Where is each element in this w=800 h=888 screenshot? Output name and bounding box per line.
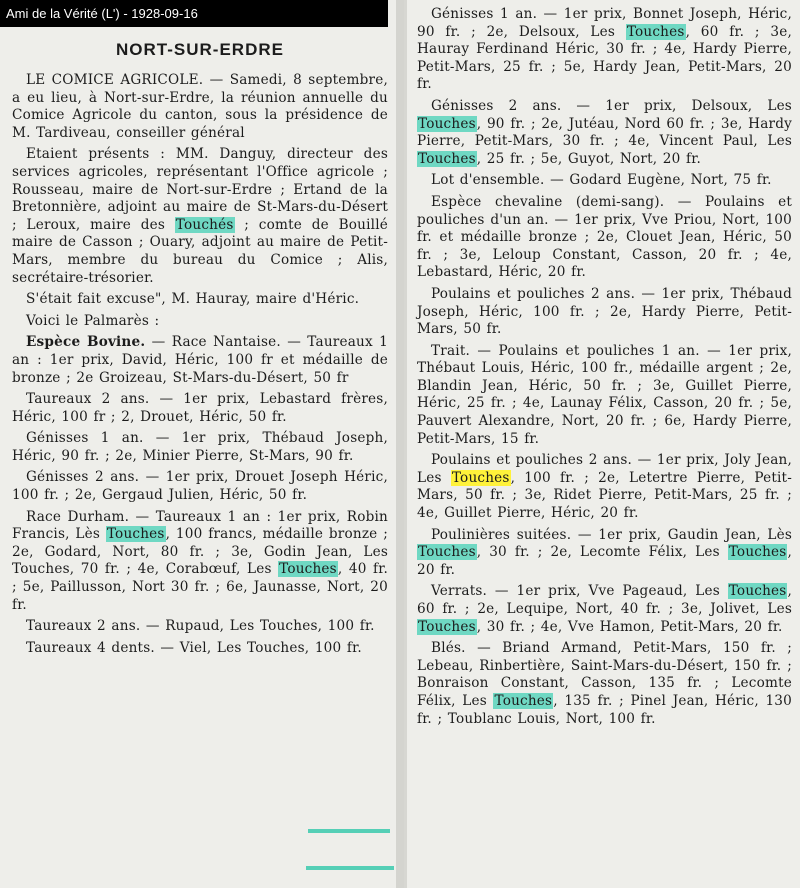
article-paragraph bbox=[12, 334, 388, 387]
article-paragraph bbox=[12, 313, 388, 331]
underline-mark bbox=[308, 829, 390, 833]
text-run: , 60 fr. ; 3e, Hauray Ferdinand Héric, 30 fr. ; 4e, Hardy Pierre, Petit-Mars, 25 fr. ; 5e, Hardy Jean, Petit-Mars, 20 fr. bbox=[417, 23, 793, 93]
article-paragraph bbox=[12, 291, 388, 309]
source-title-bar: Ami de la Vérité (L') - 1928-09-16 bbox=[0, 0, 388, 27]
text-run: Verrats. — 1er prix, Vve Pageaud, Les bbox=[431, 583, 728, 600]
text-run: Poulains et pouliches 2 ans. — 1er prix, Thébaud Joseph, Héric, 100 fr. ; 2e, Hardy Pierre, Petit-Mars, 50 fr. bbox=[417, 285, 792, 338]
right-column bbox=[404, 0, 800, 888]
text-run: , 20 fr. bbox=[417, 544, 792, 578]
highlighted-keyword: Touches bbox=[106, 526, 165, 543]
highlighted-keyword: Touchés bbox=[175, 216, 234, 233]
text-run: , 30 fr. ; 4e, Vve Hamon, Petit-Mars, 20 fr. bbox=[476, 618, 783, 635]
text-run: Espèce Bovine. bbox=[26, 334, 146, 351]
text-run: Race Durham. — Taureaux 1 an : 1er prix, Robin Francis, Lès bbox=[12, 508, 388, 543]
text-run: Génisses 2 ans. — 1er prix, Delsoux, Les bbox=[431, 97, 792, 114]
article-paragraph bbox=[417, 640, 792, 728]
highlighted-keyword: Touches bbox=[728, 544, 787, 561]
text-run: , 100 fr. ; 2e, Letertre Pierre, Petit-Mars, 50 fr. ; 3e, Ridet Pierre, Petit-Mars, 25 fr. ; 4e, Guillet Pierre, Héric, 20 fr. bbox=[417, 469, 792, 522]
text-run: Génisses 2 ans. — 1er prix, Drouet Joseph Héric, 100 fr. ; 2e, Gergaud Julien, Héric, 50 fr. bbox=[12, 469, 388, 504]
article-paragraph bbox=[417, 343, 792, 449]
text-run: Génisses 1 an. — 1er prix, Bonnet Joseph, Héric, 90 fr. ; 2e, Delsoux, Les bbox=[417, 6, 792, 40]
text-run: , 100 francs, médaille bronze ; 2e, Godard, Nort, 80 fr. ; 3e, Godin Jean, Les Touches, 70 fr. ; 4e, Corabœuf, Les bbox=[12, 526, 388, 578]
article-paragraph bbox=[417, 194, 792, 282]
text-run: , 40 fr. ; 5e, Paillusson, Nort 30 fr. ; 6e, Jaunasse, Nort, 20 fr. bbox=[12, 561, 389, 613]
article-paragraph bbox=[417, 98, 792, 168]
underline-mark bbox=[306, 866, 394, 870]
text-run: LE COMICE AGRICOLE. — Samedi, 8 septembre, a eu lieu, à Nort-sur-Erdre, la réunion annuelle du Comice Agricole du canton, sous la présidence de M. Tardiveau, conseiller général bbox=[12, 72, 388, 141]
text-run: Taureaux 2 ans. — Rupaud, Les Touches, 100 fr. bbox=[26, 618, 375, 635]
text-run: , 25 fr. ; 5e, Guyot, Nort, 20 fr. bbox=[476, 150, 701, 167]
text-run: Espèce chevaline (demi-sang). — Poulains et pouliches d'un an. — 1er prix, Vve Priou, Nort, 100 fr. et médaille bronze ; 2e, Clouet Jean, Héric, 50 fr. ; 3e, Leloup Constant, Casson, 20 fr. ; 4e, Lebastard, Héric, 20 fr. bbox=[417, 193, 792, 281]
text-run: Lot d'ensemble. — Godard Eugène, Nort, 75 fr. bbox=[431, 172, 772, 189]
article-paragraph bbox=[12, 146, 388, 287]
highlighted-keyword: Touches bbox=[626, 23, 685, 40]
highlighted-keyword: Touches bbox=[418, 618, 476, 635]
text-run: Poulains et pouliches 2 ans. — 1er prix, Joly Jean, Les bbox=[417, 452, 792, 486]
highlighted-keyword: Touches bbox=[728, 583, 787, 600]
article-paragraph bbox=[417, 583, 792, 636]
highlighted-keyword: Touches bbox=[451, 469, 510, 486]
text-run: , 60 fr. ; 2e, Lequipe, Nort, 40 fr. ; 3e, Jolivet, Les bbox=[417, 583, 792, 617]
left-column bbox=[0, 0, 396, 888]
text-run: S'était fait excuse", M. Hauray, maire d'Héric. bbox=[26, 291, 360, 308]
article-paragraph bbox=[12, 430, 388, 465]
text-run: Taureaux 2 ans. — 1er prix, Lebastard frères, Héric, 100 fr ; 2, Drouet, Héric, 50 fr. bbox=[12, 391, 388, 425]
article-paragraph bbox=[417, 286, 792, 339]
highlighted-keyword: Touches bbox=[418, 544, 476, 561]
article-heading: NORT-SUR-ERDRE bbox=[116, 40, 284, 59]
article-paragraph bbox=[12, 72, 388, 142]
article-paragraph bbox=[12, 618, 388, 636]
left-column-body bbox=[12, 72, 388, 657]
text-run: Blés. — Briand Armand, Petit-Mars, 150 fr. ; Lebeau, Rinbertière, Saint-Mars-du-Désert, 150 fr. ; Bonraison Constant, Casson, 135 fr. ; Lecomte Félix, Les bbox=[417, 640, 792, 709]
column-gutter bbox=[396, 0, 404, 888]
text-run: , 30 fr. ; 2e, Lecomte Félix, Les bbox=[476, 544, 728, 561]
text-run: Poulinières suitées. — 1er prix, Gaudin Jean, Lès bbox=[431, 526, 792, 543]
article-paragraph bbox=[417, 172, 792, 190]
highlighted-keyword: Touches bbox=[279, 561, 337, 578]
text-run: , 90 fr. ; 2e, Jutéau, Nord 60 fr. ; 3e, Hardy Pierre, Petit-Mars, 30 fr. ; 4e, Vincent Paul, Les bbox=[417, 115, 792, 150]
highlighted-keyword: Touches bbox=[494, 692, 553, 709]
text-run: — Race Nantaise. — Taureaux 1 an : 1er prix, David, Héric, 100 fr et médaille de bronze ; 2e Groizeau, St-Mars-du-Désert, 50 fr bbox=[12, 334, 388, 386]
article-paragraph bbox=[417, 6, 792, 94]
article-paragraph bbox=[417, 452, 792, 522]
right-column-body bbox=[417, 6, 792, 728]
text-run: Voici le Palmarès : bbox=[26, 312, 160, 329]
article-paragraph bbox=[12, 640, 388, 658]
text-run: Génisses 1 an. — 1er prix, Thébaud Joseph, Héric, 90 fr. ; 2e, Minier Pierre, St-Mars, 90 fr. bbox=[12, 430, 388, 464]
highlighted-keyword: Touches bbox=[418, 150, 476, 167]
text-run: ; comte de Bouillé maire de Casson ; Ouary, adjoint au maire de Petit-Mars, membre du bureau du Comice ; Alis, secrétaire-trésorier. bbox=[12, 216, 388, 286]
article-paragraph bbox=[12, 509, 388, 615]
text-run: Taureaux 4 dents. — Viel, Les Touches, 100 fr. bbox=[26, 639, 362, 656]
article-paragraph bbox=[12, 469, 388, 504]
article-paragraph bbox=[417, 527, 792, 580]
text-run: , 135 fr. ; Pinel Jean, Héric, 130 fr. ; Toublanc Louis, Nort, 100 fr. bbox=[417, 692, 792, 727]
article-paragraph bbox=[12, 391, 388, 426]
highlighted-keyword: Touches bbox=[418, 115, 476, 132]
text-run: Trait. — Poulains et pouliches 1 an. — 1er prix, Thébaut Louis, Héric, 100 fr., médaille argent ; 2e, Blandin Jean, Héric, 50 fr. ; 3e, Guillet Pierre, Héric, 25 fr. ; 4e, Launay Félix, Casson, 20 fr. ; 5e, Pauvert Alexandre, Nort, 20 fr. ; 6e, Hardy Pierre, Petit-Mars, 15 fr. bbox=[417, 342, 792, 447]
text-run: Etaient présents : MM. Danguy, directeur des services agricoles, représentant l'Office agricole ; Rousseau, maire de Nort-sur-Erdre ; Ertand de la Bretonnière, adjoint au maire de St-Mars-du-Désert ; Leroux, maire des bbox=[12, 146, 388, 233]
